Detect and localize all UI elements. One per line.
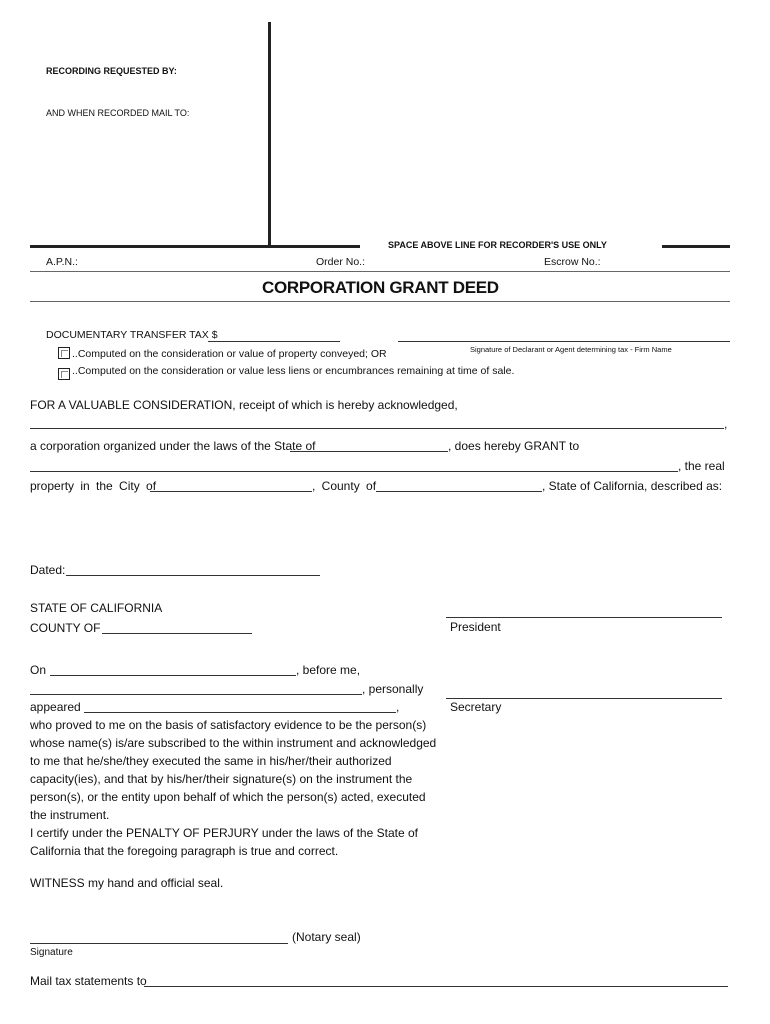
notary-line: capacity(ies), and that by his/her/their signature(s) on the instrument the bbox=[30, 772, 413, 786]
witness-text: WITNESS my hand and official seal. bbox=[30, 876, 224, 890]
title-divider bbox=[30, 301, 730, 302]
corp-organized-text: a corporation organized under the laws of the State of bbox=[30, 439, 316, 453]
appeared-comma: , bbox=[396, 700, 400, 714]
declarant-signature-field[interactable] bbox=[398, 327, 730, 342]
property-city-text: property in the City of bbox=[30, 479, 157, 493]
notary-line: who proved to me on the basis of satisfactory evidence to be the person(s) bbox=[30, 718, 427, 732]
signature-label: Signature bbox=[30, 947, 73, 958]
notary-signature-field[interactable] bbox=[30, 929, 288, 944]
notary-line: the instrument. bbox=[30, 808, 110, 822]
transfer-tax-label: DOCUMENTARY TRANSFER TAX $ bbox=[46, 329, 218, 341]
escrow-no-label: Escrow No.: bbox=[544, 256, 601, 268]
notary-name-field[interactable] bbox=[30, 680, 362, 695]
dated-label: Dated: bbox=[30, 563, 66, 577]
document-title: CORPORATION GRANT DEED bbox=[262, 278, 499, 297]
the-real-text: , the real bbox=[678, 459, 725, 473]
notary-date-field[interactable] bbox=[50, 661, 296, 676]
appeared-name-field[interactable] bbox=[84, 698, 396, 713]
personally-text: , personally bbox=[362, 682, 424, 696]
notary-on-label: On bbox=[30, 663, 47, 677]
notary-line: California that the foregoing paragraph is true and correct. bbox=[30, 844, 339, 858]
apn-label: A.P.N.: bbox=[46, 256, 78, 268]
recorder-horizontal-rule-left bbox=[30, 245, 360, 248]
city-field[interactable] bbox=[150, 477, 312, 492]
appeared-label: appeared bbox=[30, 700, 81, 714]
recorder-vertical-divider bbox=[268, 22, 271, 247]
notary-acknowledgment-text bbox=[30, 716, 436, 860]
does-grant-text: , does hereby GRANT to bbox=[448, 439, 580, 453]
secretary-signature-field[interactable] bbox=[446, 684, 722, 699]
notary-line: person(s), or the entity upon behalf of which the person(s) acted, executed bbox=[30, 790, 426, 804]
notary-line: whose name(s) is/are subscribed to the within instrument and acknowledged bbox=[30, 736, 437, 750]
county-of-text: , County of bbox=[312, 479, 377, 493]
mail-tax-field[interactable] bbox=[144, 972, 728, 987]
recording-requested-by-label: RECORDING REQUESTED BY: bbox=[46, 66, 177, 76]
county-field[interactable] bbox=[376, 477, 542, 492]
before-me-text: , before me, bbox=[296, 663, 361, 677]
grantor-name-field[interactable] bbox=[30, 414, 724, 429]
notary-line: to me that he/she/they executed the same in his/her/their authorized bbox=[30, 754, 392, 768]
notary-seal-label: (Notary seal) bbox=[292, 930, 361, 944]
notary-state: STATE OF CALIFORNIA bbox=[30, 601, 163, 615]
grantor-comma: , bbox=[724, 417, 728, 431]
recorder-space-note: SPACE ABOVE LINE FOR RECORDER'S USE ONLY bbox=[388, 240, 607, 250]
computed-less-liens-checkbox[interactable] bbox=[58, 368, 70, 380]
computed-on-value-label: ..Computed on the consideration or value of property conveyed; OR bbox=[72, 348, 387, 360]
dated-field[interactable] bbox=[66, 561, 320, 576]
declarant-signature-caption: Signature of Declarant or Agent determining tax - Firm Name bbox=[470, 345, 672, 354]
mail-tax-label: Mail tax statements to bbox=[30, 974, 147, 988]
secretary-label: Secretary bbox=[450, 700, 502, 714]
computed-less-liens-label: ..Computed on the consideration or value less liens or encumbrances remaining at time of sale. bbox=[72, 365, 515, 377]
state-described-text: , State of California, described as: bbox=[542, 479, 723, 493]
recorder-horizontal-rule-right bbox=[662, 245, 730, 248]
header-divider bbox=[30, 271, 730, 272]
notary-county-label: COUNTY OF bbox=[30, 621, 101, 635]
notary-county-field[interactable] bbox=[102, 619, 252, 634]
order-no-label: Order No.: bbox=[316, 256, 366, 268]
notary-line: I certify under the PENALTY OF PERJURY under the laws of the State of bbox=[30, 826, 418, 840]
consideration-text: FOR A VALUABLE CONSIDERATION, receipt of which is hereby acknowledged, bbox=[30, 398, 458, 412]
transfer-tax-amount-field[interactable] bbox=[208, 327, 340, 342]
mail-to-label: AND WHEN RECORDED MAIL TO: bbox=[46, 108, 190, 118]
president-signature-field[interactable] bbox=[446, 603, 722, 618]
computed-on-value-checkbox[interactable] bbox=[58, 347, 70, 359]
state-of-incorporation-field[interactable] bbox=[290, 437, 448, 452]
president-label: President bbox=[450, 620, 501, 634]
grantee-name-field[interactable] bbox=[30, 457, 678, 472]
